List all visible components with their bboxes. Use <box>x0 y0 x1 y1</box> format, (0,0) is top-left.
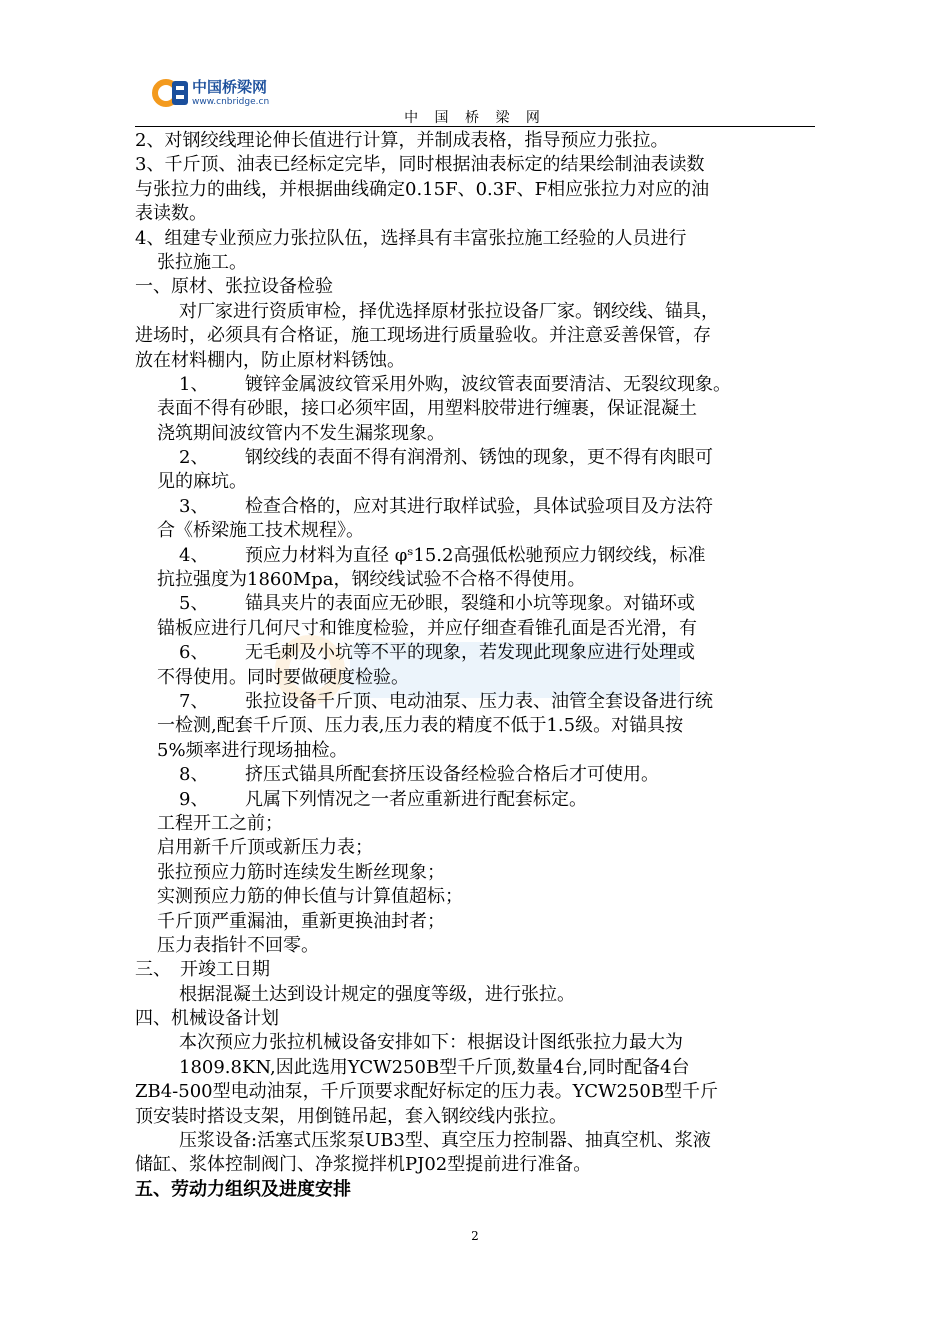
text-line: 对厂家进行资质审检，择优选择原材张拉设备厂家。钢绞线、锚具， <box>179 300 719 322</box>
item-number: 5、 <box>179 593 209 615</box>
item-text: 挤压式锚具所配套挤压设备经检验合格后才可使用。 <box>245 764 659 786</box>
item-number: 8、 <box>179 764 209 786</box>
text-line: 3、千斤顶、油表已经标定完毕，同时根据油表标定的结果绘制油表读数 <box>135 154 705 176</box>
text-line: 5%频率进行现场抽检。 <box>157 739 348 761</box>
item-number: 7、 <box>179 690 209 712</box>
text-line: 本次预应力张拉机械设备安排如下：根据设计图纸张拉力最大为 <box>179 1032 683 1054</box>
item-text: 检查合格的，应对其进行取样试验，具体试验项目及方法符 <box>245 495 713 517</box>
section-heading: 一、原材、张拉设备检验 <box>135 276 333 298</box>
item-text: 锚具夹片的表面应无砂眼，裂缝和小坑等现象。对锚环或 <box>245 593 695 615</box>
text-line: 张拉预应力筋时连续发生断丝现象； <box>157 861 445 883</box>
list-item <box>135 690 815 714</box>
section-heading: 三、 开竣工日期 <box>135 959 270 981</box>
text-line: 实测预应力筋的伸长值与计算值超标； <box>157 886 463 908</box>
list-item <box>135 641 815 665</box>
text-line: 表面不得有砂眼，接口必须牢固，用塑料胶带进行缠裹，保证混凝土 <box>157 398 697 420</box>
list-item <box>135 373 815 397</box>
text-line: 顶安装时搭设支架，用倒链吊起，套入钢绞线内张拉。 <box>135 1105 567 1127</box>
text-line: 4、组建专业预应力张拉队伍，选择具有丰富张拉施工经验的人员进行 <box>135 227 687 249</box>
header-rule <box>135 126 815 127</box>
item-text: 预应力材料为直径 φˢ15.2高强低松驰预应力钢绞线，标准 <box>245 544 706 566</box>
text-line: 锚板应进行几何尺寸和锥度检验，并应仔细查看锥孔面是否光滑，有 <box>157 617 697 639</box>
text-line: 浇筑期间波纹管内不发生漏浆现象。 <box>157 422 445 444</box>
text-line: 压浆设备:活塞式压浆泵UB3型、真空压力控制器、抽真空机、浆液 <box>179 1130 711 1152</box>
text-line: 千斤顶严重漏油，重新更换油封者； <box>157 910 445 932</box>
list-item <box>135 763 815 787</box>
text-line: 1809.8KN,因此选用YCW250B型千斤顶,数量4台,同时配备4台 <box>179 1056 690 1078</box>
header-title: 中 国 桥 梁 网 <box>404 110 546 126</box>
text-line: ZB4-500型电动油泵，千斤顶要求配好标定的压力表。YCW250B型千斤 <box>135 1081 719 1103</box>
section-heading: 四、机械设备计划 <box>135 1008 279 1030</box>
text-line: 与张拉力的曲线，并根据曲线确定0.15F、0.3F、F相应张拉力对应的油 <box>135 178 710 200</box>
item-number: 3、 <box>179 495 209 517</box>
text-line: 抗拉强度为1860Mpa，钢绞线试验不合格不得使用。 <box>157 569 586 591</box>
list-item <box>135 446 815 470</box>
item-text: 钢绞线的表面不得有润滑剂、锈蚀的现象，更不得有肉眼可 <box>245 447 713 469</box>
item-number: 9、 <box>179 788 209 810</box>
text-line: 不得使用。同时要做硬度检验。 <box>157 666 409 688</box>
text-line: 2、对钢绞线理论伸长值进行计算，并制成表格，指导预应力张拉。 <box>135 130 669 151</box>
page-number: 2 <box>471 1229 479 1243</box>
item-number: 2、 <box>179 447 209 469</box>
text-line: 储缸、浆体控制阀门、净浆搅拌机PJ02型提前进行准备。 <box>135 1154 592 1176</box>
list-item <box>135 788 815 812</box>
item-number: 6、 <box>179 642 209 664</box>
text-line: 见的麻坑。 <box>157 471 247 493</box>
text-line: 压力表指针不回零。 <box>157 934 319 956</box>
item-number: 4、 <box>179 544 209 566</box>
logo-url: www.cnbridge.cn <box>192 97 270 107</box>
text-line: 启用新千斤顶或新压力表； <box>157 837 373 859</box>
item-text: 张拉设备千斤顶、电动油泵、压力表、油管全套设备进行统 <box>245 690 713 712</box>
item-number: 1、 <box>179 373 209 395</box>
text-line: 进场时，必须具有合格证，施工现场进行质量验收。并注意妥善保管，存 <box>135 325 711 347</box>
text-line: 合《桥梁施工技术规程》。 <box>157 520 364 542</box>
list-item <box>135 495 815 519</box>
text-line: 张拉施工。 <box>157 251 247 273</box>
section-heading: 五、劳动力组织及进度安排 <box>135 1178 351 1200</box>
text-line: 根据混凝土达到设计规定的强度等级，进行张拉。 <box>179 983 575 1005</box>
text-line: 工程开工之前； <box>157 812 283 834</box>
text-line: 一检测,配套千斤顶、压力表,压力表的精度不低于1.5级。对锚具按 <box>157 715 684 737</box>
document-body <box>135 129 815 1202</box>
list-item <box>135 592 815 616</box>
item-text: 凡属下列情况之一者应重新进行配套标定。 <box>245 788 587 810</box>
item-text: 无毛刺及小坑等不平的现象，若发现此现象应进行处理或 <box>245 642 695 664</box>
text-line: 放在材料棚内，防止原材料锈蚀。 <box>135 349 405 371</box>
list-item <box>135 544 815 568</box>
text-line: 表读数。 <box>135 203 207 225</box>
item-text: 镀锌金属波纹管采用外购，波纹管表面要清洁、无裂纹现象。 <box>245 373 731 395</box>
logo-name: 中国桥梁网 <box>192 78 268 96</box>
